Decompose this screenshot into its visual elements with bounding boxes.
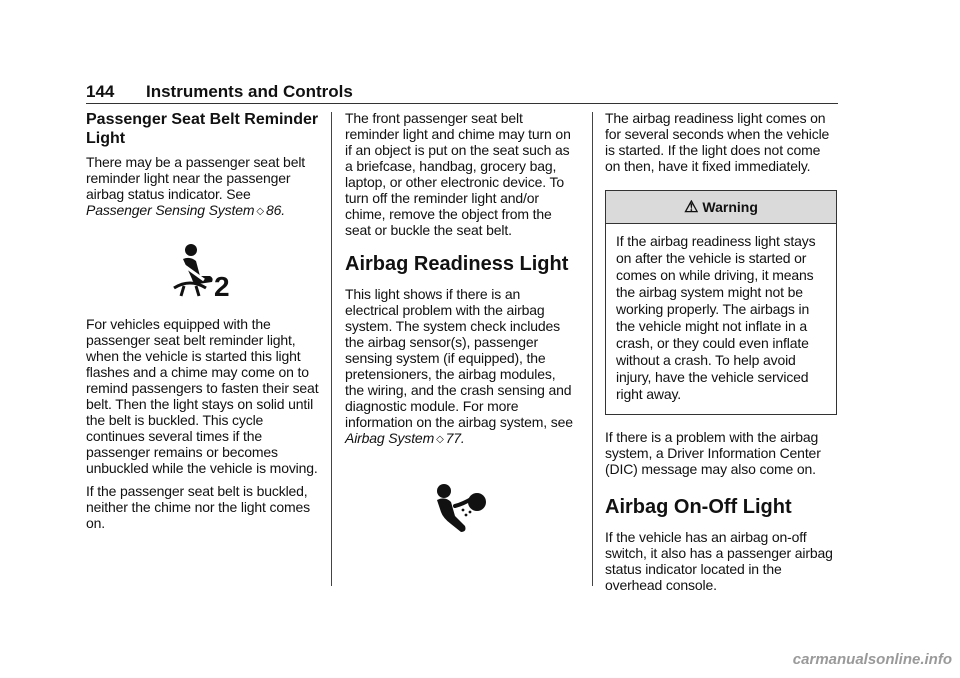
warning-title: Warning: [702, 199, 758, 215]
column-3: [605, 110, 837, 600]
paragraph: The front passenger seat belt reminder light and chime may turn on if an object is put on the seat such as a briefcase, handbag, grocery bag, laptop, or other electronic device. To turn off the reminder light and/or chime, remove the object from the seat or buckle the seat belt.: [345, 110, 571, 238]
column-1: [86, 110, 322, 538]
warning-box: [605, 190, 837, 415]
svg-text:2: 2: [214, 271, 230, 298]
airbag-readiness-heading: Airbag Readiness Light: [345, 253, 569, 275]
paragraph: If there is a problem with the airbag system, a Driver Information Center (DIC) message may also come on.: [605, 429, 821, 477]
cross-reference-page[interactable]: 77.: [445, 430, 465, 446]
paragraph: This light shows if there is an electrical problem with the airbag system. The system check includes the airbag sensor(s), passenger sensing system (if equipped), the pretensioners, the airbag modules, the wiring, and the crash sensing and diagnostic module. For more information on the airbag system, see Airbag System ◇ 77.: [345, 286, 573, 446]
airbag-readiness-icon: [433, 482, 489, 538]
airbag-readiness-icon-box: [345, 482, 577, 538]
column-divider: [331, 112, 332, 586]
cross-reference-page[interactable]: 86.: [265, 202, 285, 218]
paragraph: There may be a passenger seat belt reminder light near the passenger airbag status indicator. See Passenger Sensing System ◇ 86.: [86, 154, 306, 218]
passenger-seatbelt-heading: Passenger Seat Belt Reminder Light: [86, 111, 319, 147]
seatbelt-reminder-icon-box: [86, 242, 322, 298]
warning-triangle-icon: ⚠: [684, 199, 699, 216]
watermark: carmanualsonline.info: [792, 651, 952, 668]
column-divider: [592, 112, 593, 586]
warning-body: [606, 224, 836, 414]
page-header: [86, 82, 838, 104]
paragraph: If the vehicle has an airbag on-off switch, it also has a passenger airbag status indicator located in the overhead console.: [605, 529, 833, 593]
header-rule: [86, 103, 838, 104]
warning-header: [606, 191, 836, 224]
cross-reference-link[interactable]: Airbag System: [345, 430, 435, 446]
page-reference-arrow-icon: ◇: [436, 434, 444, 445]
paragraph: If the passenger seat belt is buckled, neither the chime nor the light comes on.: [86, 483, 311, 531]
column-2: [345, 110, 577, 538]
paragraph: The airbag readiness light comes on for several seconds when the vehicle is started. If the light does not come on then, have it fixed immediately.: [605, 110, 830, 174]
warning-text: If the airbag readiness light stays on after the vehicle is started or comes on while driving, it means the airbag system might not be working properly. The airbags in the vehicle might not inflate in a crash, or they could even inflate without a crash. To help avoid injury, have the vehicle serviced right away.: [616, 233, 816, 402]
airbag-on-off-heading: Airbag On-Off Light: [605, 496, 792, 518]
paragraph: For vehicles equipped with the passenger seat belt reminder light, when the vehicle is started this light flashes and a chime may come on to remind passengers to fasten their seat belt. Then the light stays on solid until the belt is buckled. This cycle continues several times if the passenger remains or becomes unbuckled while the vehicle is moving.: [86, 316, 319, 476]
section-title: Instruments and Controls: [146, 82, 353, 101]
cross-reference-link[interactable]: Passenger Sensing System: [86, 202, 255, 218]
seatbelt-reminder-icon: [170, 242, 238, 298]
page-number: 144: [86, 82, 115, 101]
page-reference-arrow-icon: ◇: [256, 206, 264, 217]
